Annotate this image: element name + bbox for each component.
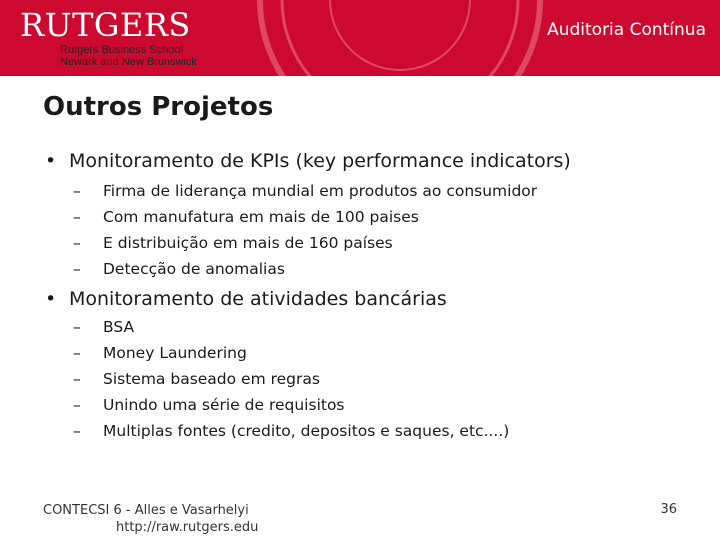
bullet-text: Monitoramento de KPIs (key performance indicators) (69, 150, 571, 172)
dash-icon: – (73, 422, 81, 440)
slide-title: Outros Projetos (43, 92, 274, 122)
sub-item-text: Com manufatura em mais de 100 paises (103, 208, 419, 226)
dash-icon: – (73, 182, 81, 200)
dash-icon: – (73, 396, 81, 414)
rutgers-logo: RUTGERS (20, 6, 191, 44)
header-banner (0, 0, 720, 76)
presentation-title: Auditoria Contínua (547, 20, 706, 40)
dash-icon: – (73, 344, 81, 362)
footer-credit (43, 502, 258, 536)
dash-icon: – (73, 370, 81, 388)
bullet-icon: • (45, 288, 57, 310)
sub-item-text: BSA (103, 318, 135, 336)
sub-item-text: Detecção de anomalias (103, 260, 285, 278)
dash-icon: – (73, 234, 81, 252)
bullet-text: Monitoramento de atividades bancárias (69, 288, 447, 310)
sub-item-text: Multiplas fontes (credito, depositos e saques, etc....) (103, 422, 510, 440)
sub-item-text: Unindo uma série de requisitos (103, 396, 345, 414)
sub-item-text: Firma de liderança mundial em produtos ao consumidor (103, 182, 538, 200)
bullet-icon: • (45, 150, 57, 172)
school-campus: Newark and New Brunswick (60, 56, 197, 68)
dash-icon: – (73, 318, 81, 336)
footer-author: CONTECSI 6 - Alles e Vasarhelyi (43, 503, 249, 518)
sub-item-text: Sistema baseado em regras (103, 370, 320, 388)
sub-item-text: E distribuição em mais de 160 países (103, 234, 393, 252)
sub-item-text: Money Laundering (103, 344, 247, 362)
page-number: 36 (660, 502, 677, 517)
footer-link[interactable]: http://raw.rutgers.edu (116, 520, 259, 535)
dash-icon: – (73, 260, 81, 278)
school-name: Rutgers Business School (60, 44, 183, 56)
dash-icon: – (73, 208, 81, 226)
seal-watermark-icon (250, 0, 550, 76)
